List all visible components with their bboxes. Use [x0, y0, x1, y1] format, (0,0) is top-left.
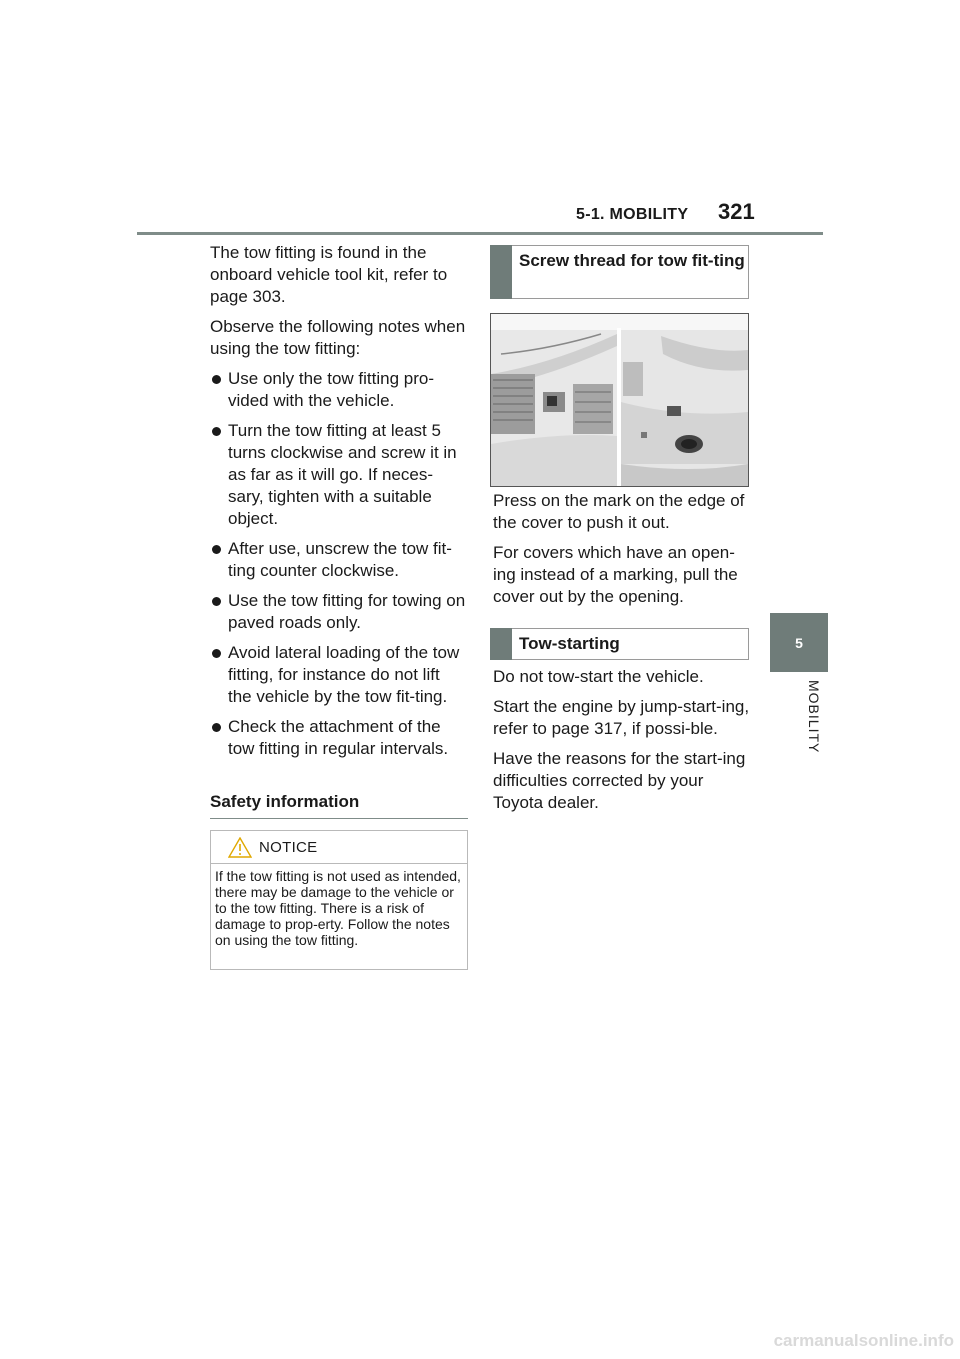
watermark-logo: [760, 1322, 956, 1354]
body-paragraph: Have the reasons for the start-ing difficulties corrected by your Toyota dealer.: [493, 749, 746, 812]
heading-text: Screw thread for tow fit-ting: [519, 251, 745, 270]
body-paragraph: Start the engine by jump-start-ing, refer to page 317, if possi-ble.: [493, 697, 750, 738]
list-item: Turn the tow fitting at least 5 turns clockwise and screw it in as far as it will go. If neces-sary, tighten with a suitable object.: [210, 420, 468, 530]
page-number: 321: [718, 199, 755, 224]
intro-paragraph: Observe the following notes when using the tow fitting:: [210, 317, 466, 358]
safety-information-heading: Safety information: [210, 786, 468, 819]
chapter-number: 5: [795, 634, 803, 651]
intro-paragraph: The tow fitting is found in the onboard vehicle tool kit, refer to page 303.: [210, 243, 448, 306]
body-paragraph: Press on the mark on the edge of the cover to push it out.: [493, 491, 745, 532]
body-paragraph: For covers which have an open-ing instead of a marking, pull the cover out by the opening.: [493, 543, 738, 606]
notice-box: [210, 830, 468, 970]
left-column: [210, 242, 468, 768]
notice-header: [211, 831, 467, 864]
header-divider: [137, 232, 823, 235]
heading-accent-bar: [490, 245, 512, 299]
tow-starting-section: [493, 666, 751, 822]
heading-accent-bar: [490, 628, 512, 660]
body-paragraph: Do not tow-start the vehicle.: [493, 667, 704, 686]
chapter-tab[interactable]: [770, 613, 828, 672]
notice-title: NOTICE: [259, 839, 318, 856]
tow-fitting-notes-list: [210, 368, 468, 760]
heading-text: Tow-starting: [519, 634, 620, 653]
warning-triangle-icon: [228, 837, 252, 863]
right-column: [493, 490, 751, 616]
list-item: Check the attachment of the tow fitting in regular intervals.: [210, 716, 468, 760]
tow-starting-heading: [490, 628, 749, 660]
section-title: 5-1. MOBILITY: [576, 206, 689, 223]
screw-thread-heading: [490, 245, 749, 299]
list-item: Use the tow fitting for towing on paved roads only.: [210, 590, 468, 634]
list-item: Use only the tow fitting pro-vided with the vehicle.: [210, 368, 468, 412]
chapter-label: MOBILITY: [806, 680, 822, 754]
notice-text: If the tow fitting is not used as intended, there may be damage to the vehicle or to the tow fitting. There is a risk of damage to prop-erty. Follow the notes on using the tow fitting.: [215, 868, 461, 948]
svg-text:carmanualsonline.info: carmanualsonline.info: [773, 1331, 954, 1350]
list-item: After use, unscrew the tow fit-ting counter clockwise.: [210, 538, 468, 582]
list-item: Avoid lateral loading of the tow fitting, for instance do not lift the vehicle by the tow fit-ting.: [210, 642, 468, 708]
bumper-cover-image: [490, 313, 749, 487]
